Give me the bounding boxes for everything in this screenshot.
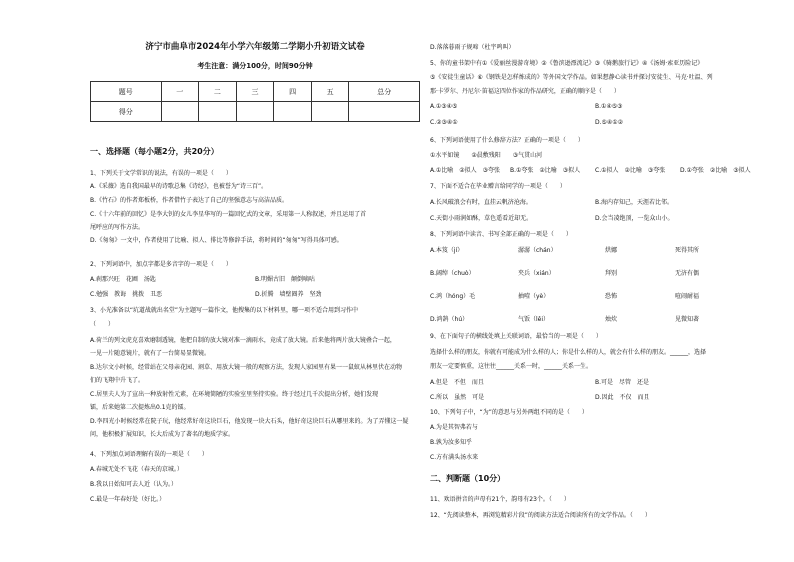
q3-option-c: C.居里夫人为了宣出一种放射性元素，在环境简陋的实验室里坚持实验。终于经过几千次提出分析，她们发现 [90,391,379,398]
q5-option-d: D.⑤④①② [595,119,624,126]
q5-option-a: A.①③④⑤ [430,103,458,110]
q8-d-word-2: 气饭（lěi） [518,316,550,323]
q9-option-a: A.但是 不但 而且 [430,379,484,386]
section-choice-heading: 一、选择题（每小题2分，共20分） [90,147,219,156]
q10-stem: 10、下列句子中，“为”的意思与另外两组不同的是（ ） [430,409,588,416]
q8-a-word-3: 烘娜 [605,247,618,254]
q8-c-word-3: 恐怖 [605,293,618,300]
q1-option-b: B.《竹石》的作者郑板桥，作者借竹子表达了自己的坚强意志与高洁品质。 [90,197,289,204]
score-cell [274,102,312,122]
q9-stem: 9、在下面句子的横线处填上关联词语，最恰当的一项是（ ） [430,333,602,340]
q4-option-b: B.我以日始知可去人近（认为。） [90,481,178,488]
q4-option-a: A.春城无处不飞花（春天的京城。） [90,466,183,473]
exam-title: 济宁市曲阜市2024年小学六年级第二学期小升初语文试卷 [145,42,365,52]
section-judgement-heading: 二、判断题（10分） [430,474,506,483]
q11-text: 11、欢语拼音的声母有21个，韵母有23个。（ ） [430,496,570,503]
q8-c-word-4: 喧闹耐福 [675,293,700,300]
q3-stem: 3、小光准备以“坑道战就出名堂”为主题写一篇作文，他搜集的以下材料里，哪一项不适合用到习作中 [90,307,359,314]
score-row-label: 得分 [91,102,162,122]
q3-option-a: A.荷兰的列文虎克喜欢磨制透镜，他把自制的放大镜对准一滴雨水，竟成了放大镜。后来他将两片放大镜叠合一起， [90,337,396,344]
q2-option-b: B.明媚古旧 颠倒嘀咕 [255,276,316,283]
q5-stem: 5、你的童书架中有①《爱丽丝漫游奇境》②《鲁滨逊漂流记》③《骑鹅旅行记》④《汤姆·索亚历险记》 [430,60,704,67]
score-header-cell: 三 [236,82,274,102]
q5-stem-cont-1: ⑤《安徒生童话》⑥《钢铁是怎样炼成的》等外国文学作品。如果想静心读书并探讨安徒生、马克·吐温、列 [430,74,713,81]
q8-b-word-4: 无济有偶 [675,270,700,277]
score-header-cell: 题号 [91,82,162,102]
q1-option-c-cont: 尾呼应的写作方法。 [90,224,145,231]
q5-option-b: B.①④⑤③ [595,103,623,110]
q9-option-c: C.所以 虽然 可是 [430,394,485,401]
q8-c-word-1: C.鸿（hóng）毛 [430,293,476,300]
score-table-score-row [91,102,420,122]
q5-option-c: C.②③④① [430,119,458,126]
q4-stem: 4、下列加点词语理解有误的一项是（ ） [90,451,208,458]
q10-option-b: B.孰为汝多知乎 [430,439,473,446]
q2-option-d: D.折腾 墙壁圈养 坚劲 [255,291,322,298]
q6-option-b: B.①夸张 ②比喻 ③拟人 [510,167,581,174]
q3-option-b: B.达尔文小时候，经常站在父母亲花园、割草、用放大镜一般的观察方法，发现人家园里有果一一鼠蚁从林里伏在动物 [90,364,403,371]
q6-option-d: D.①夸张 ②比喻 ③拟人 [680,167,751,174]
score-cell [161,102,199,122]
score-cell [349,102,420,122]
q9-option-b: B.可是 尽管 还是 [595,379,650,386]
score-cell [236,102,274,122]
q8-a-word-2: 潺潺（chán） [518,247,557,254]
q3-option-d: D.李四光小时候经常在院子玩，他经常好奇这块巨石，他发现一块大石头，他好奇这块巨石从哪里来的。为了弄懂这一疑 [90,418,409,425]
q8-d-word-4: 见微知著 [675,316,700,323]
q10-option-a: A.为是其智弗若与 [430,424,478,431]
score-header-cell: 总分 [349,82,420,102]
q3-stem-cont: （ ） [90,321,115,328]
score-header-cell: 二 [199,82,237,102]
q2-option-c: C.勉强 教诲 挑拨 丑恶 [90,291,163,298]
q3-option-d-cont: 问，他积极扩展知识，长大后成为了著名的地质学家。 [90,431,235,438]
q6-stem: 6、下列词语使用了什么修辞方法？正确的一项是（ ） [430,137,584,144]
q6-option-c: C.①拟人 ②比喻 ③夸张 [595,167,666,174]
score-header-cell: 四 [274,82,312,102]
q12-text: 12、“先阅读整本，再浏览精彩片段”的阅读方法适合阅读所有的文学作品。（ ） [430,512,651,519]
q7-option-a: A.长风破浪会有时，直挂云帆济沧海。 [430,199,532,206]
q4-option-c: C.最是一年春好处（好比。） [90,496,166,503]
q9-text-cont: 朋友一定要慎重，这往往______关系一时，______关系一生。 [430,363,593,370]
q9-option-d: D.因此 不仅 而且 [595,394,650,401]
score-table [90,81,420,122]
q1-option-a: A.《采薇》选自我国最早的诗歌总集《诗经》，也被誉为“诗三百”。 [90,183,268,190]
q7-option-d: D.会当凌绝顶，一览众山小。 [595,215,674,222]
q8-a-word-1: A.本笈（jí） [430,247,464,254]
q8-b-word-2: 夹兵（xián） [518,270,555,277]
q5-stem-cont-2: 那·卡罗尔、丹尼尔·笛福这四位作家的作品研究，正确的顺序是（ ） [430,88,620,95]
q8-b-word-3: 拜别 [605,270,618,277]
q6-items: ①水平如镜 ②晨敷残阳 ③气贯山河 [430,152,543,159]
q2-option-a: A.刹那兴旺 花圃 汤匙 [90,276,156,283]
q6-option-a: A.①比喻 ②拟人 ③夸张 [430,167,501,174]
score-header-cell: 一 [161,82,199,102]
score-table-header-row [91,82,420,102]
q8-a-word-4: 死得其所 [675,247,700,254]
score-cell [199,102,237,122]
q7-option-c: C.天街小雨润如酥，草色遥看近却无。 [430,215,533,222]
q8-stem: 8、下列词语中读音、书写全部正确的一项是（ ） [430,231,572,238]
q1-option-c: C.《十六年前的回忆》是李大钊的女儿李星华写的一篇回忆式的文章，采用第一人称叙述，并且运用了首 [90,211,367,218]
q10-option-c: C.方有满头汤水来 [430,454,479,461]
q8-c-word-2: 抽噎（yè） [518,293,550,300]
score-cell [311,102,349,122]
q7-option-b: B.海内存知己，天涯若比邻。 [595,199,674,206]
q9-text: 选择什么样的朋友，你就有可能成为什么样的人；你是什么样的人，就会有什么样的朋友。______，选择 [430,349,707,356]
exam-notice: 考生注意：满分100分，时间90分钟 [197,62,313,70]
q8-d-word-1: D.鸿鹄（hú） [430,316,469,323]
score-header-cell: 五 [311,82,349,102]
q8-b-word-1: B.阔绰（chuò） [430,270,475,277]
q4-option-d: D.落落暮雨子规啼（杜宇鸣叫） [430,44,515,51]
q2-stem: 2、下列词语中，加点字都是多音字的一项是（ ） [90,261,232,268]
q7-stem: 7、下面不适合在毕业赠言给同学的一项是（ ） [430,183,566,190]
q3-option-a-cont: 一见一片随意镜片，就有了一台简易显微镜。 [90,350,211,357]
q1-option-d: D.《匆匆》一文中，作者使用了比喻、拟人、排比等修辞手法，将时间的“匆匆”写得具体可感。 [90,237,343,244]
q3-option-c-cont: 镭，后来她第二次提炼出0.1克的镭。 [90,404,190,411]
q8-d-word-3: 烛炊 [605,316,618,323]
q1-stem: 1、下列关于文学常识的说法，有误的一项是（ ） [90,170,232,177]
q3-option-b-cont: 们的飞翔中升飞了。 [90,377,145,384]
